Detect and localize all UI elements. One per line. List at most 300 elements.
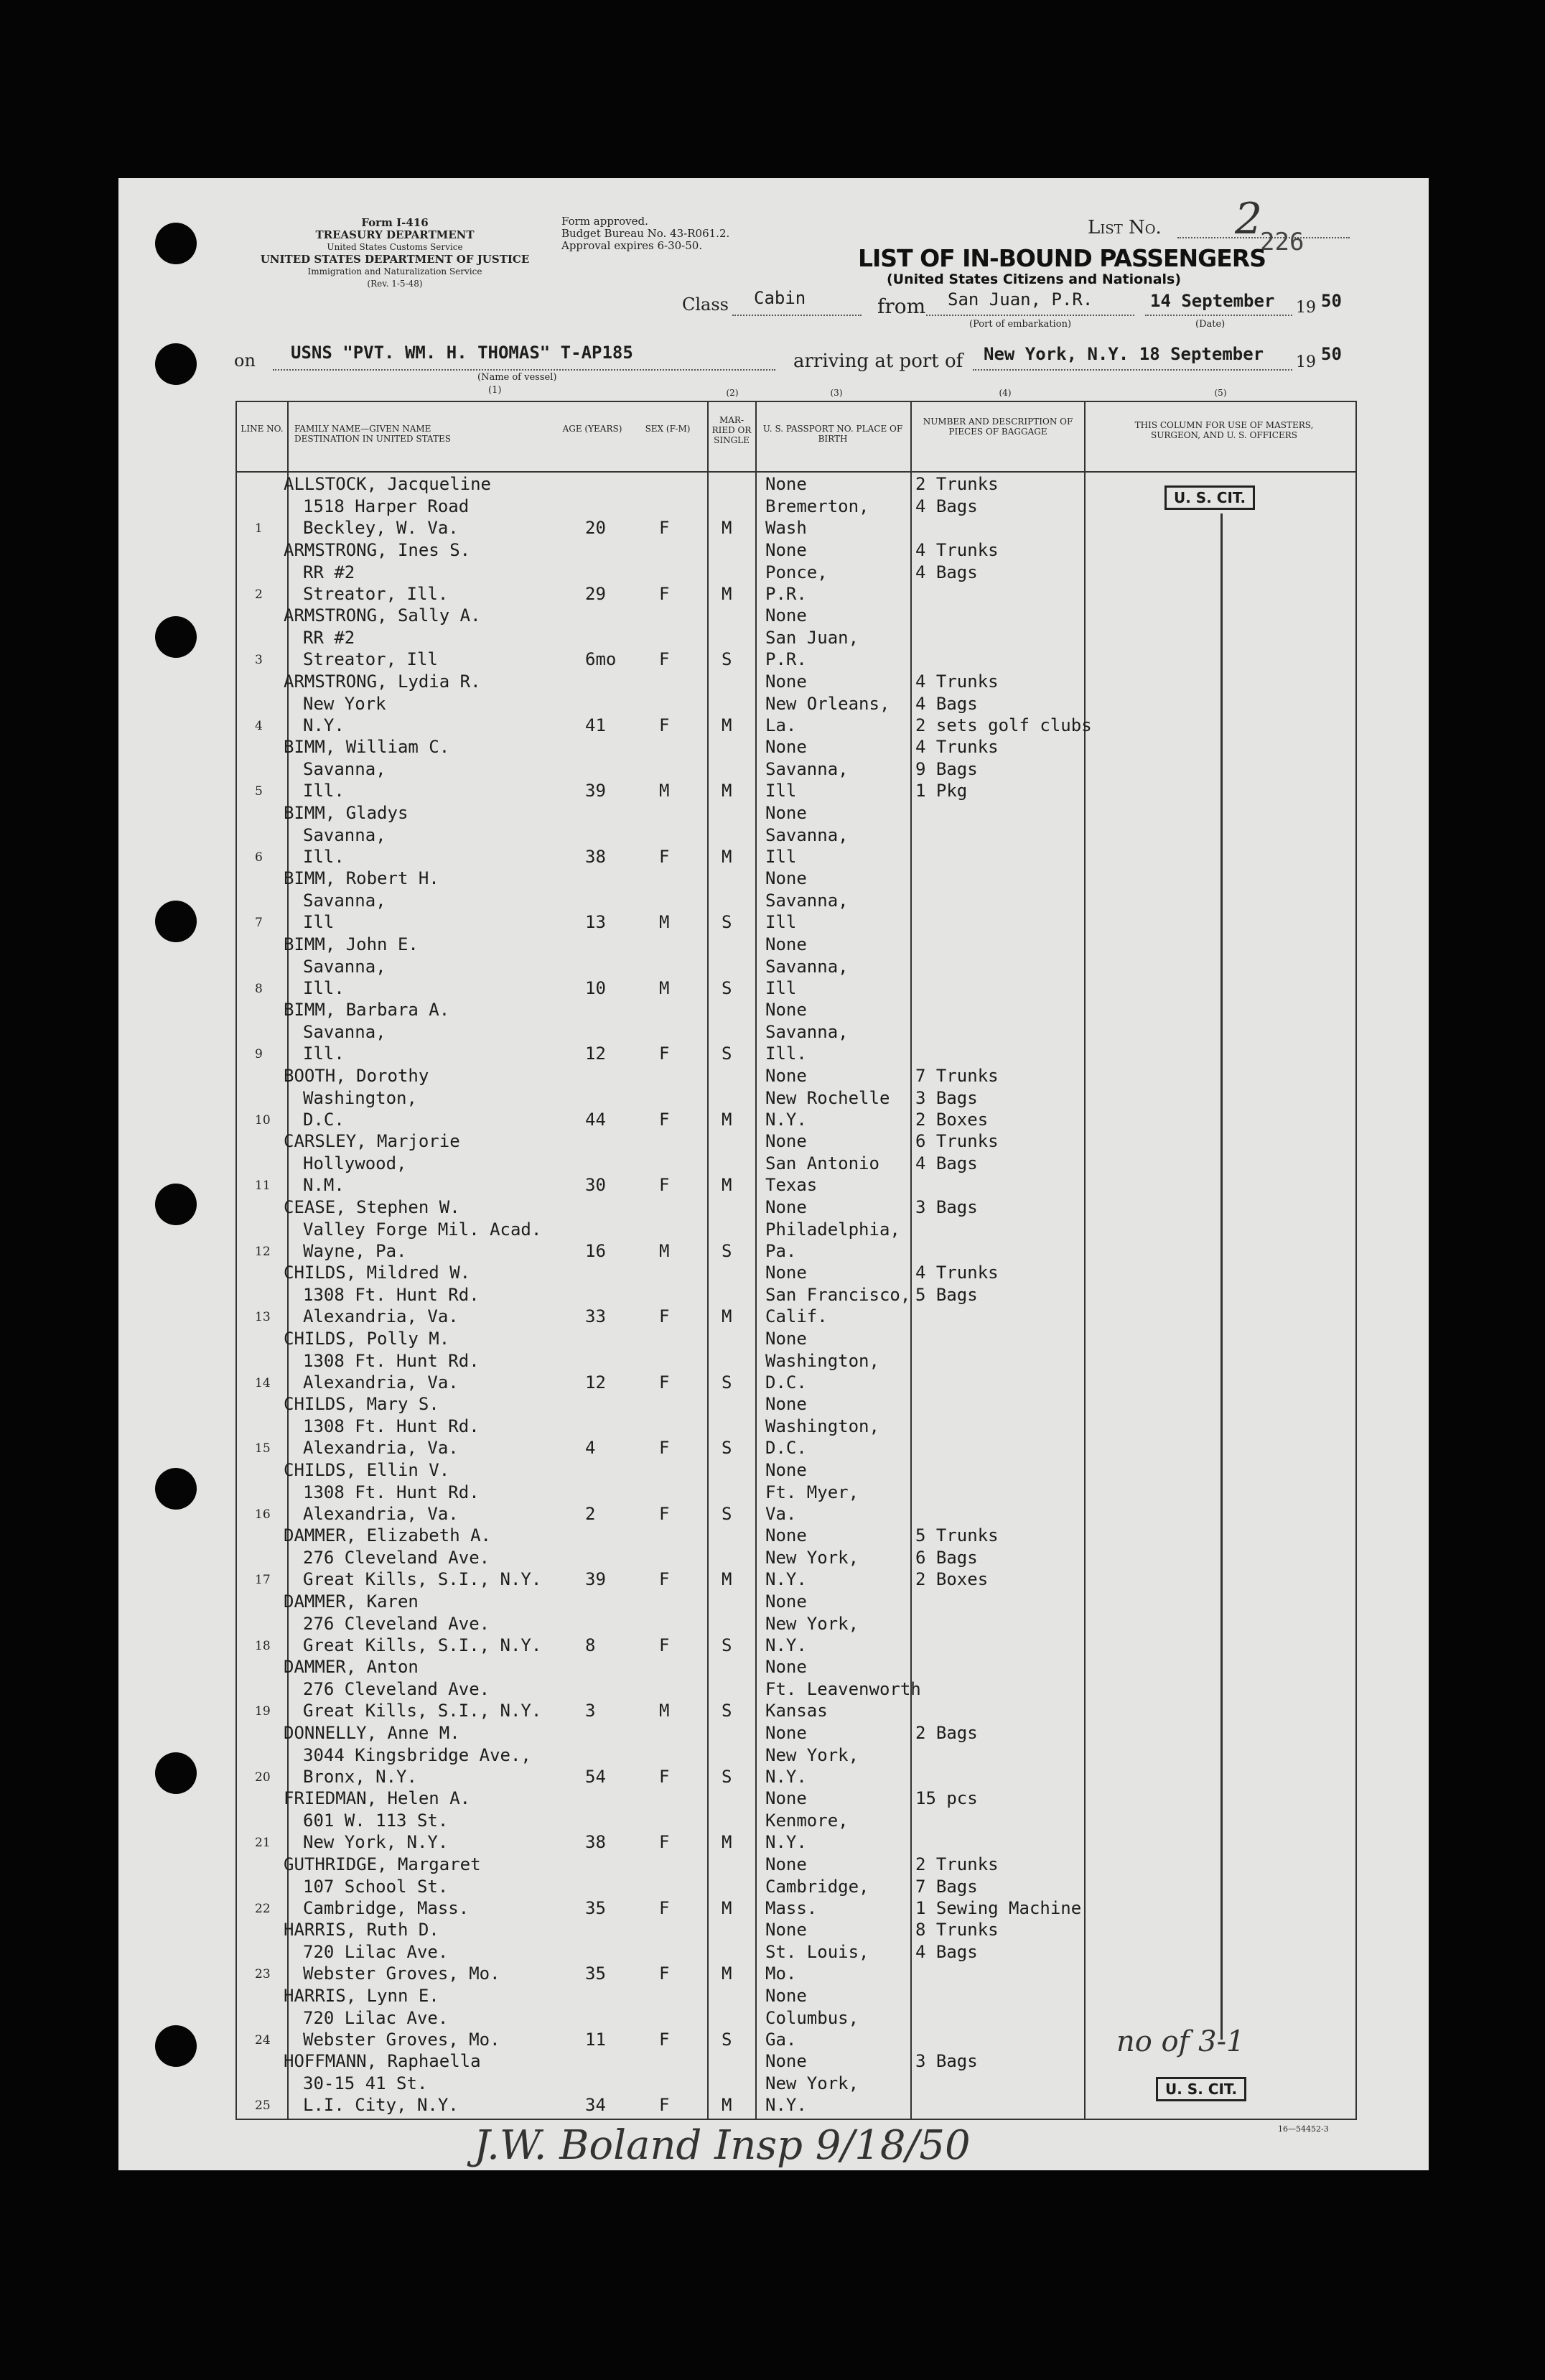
baggage-line: 2 Bags: [915, 1722, 978, 1743]
passport-number: None: [765, 1459, 807, 1480]
passport-number: None: [765, 1591, 807, 1612]
baggage-line: 2 Boxes: [915, 1569, 989, 1589]
passport-number: None: [765, 737, 807, 757]
passenger-address: 3044 Kingsbridge Ave.,: [303, 1744, 531, 1765]
passenger-age: 16: [585, 1240, 606, 1261]
column-divider: [1084, 401, 1086, 2120]
passport-number: None: [765, 2051, 807, 2071]
approval-block: Form approved. Budget Bureau No. 43-R061.2. Approval expires 6-30-50.: [561, 215, 730, 252]
passenger-sex: F: [659, 1766, 670, 1787]
baggage-line: 4 Trunks: [915, 539, 999, 560]
birth-place: New Rochelle: [765, 1087, 890, 1108]
passport-number: None: [765, 1394, 807, 1414]
passenger-name: CEASE, Stephen W.: [284, 1196, 460, 1217]
embark-caption: (Port of embarkation): [969, 319, 1072, 330]
passenger-name: BIMM, Gladys: [284, 802, 409, 823]
binder-hole: [155, 616, 197, 658]
passenger-age: 11: [585, 2029, 606, 2050]
passenger-address: 30-15 41 St.: [303, 2073, 428, 2093]
passenger-destination: Ill: [303, 912, 335, 932]
birth-place-state: D.C.: [765, 1438, 807, 1458]
vessel-value: USNS "PVT. WM. H. THOMAS" T-AP185: [291, 343, 633, 363]
passenger-age: 10: [585, 977, 606, 998]
passenger-sex: F: [659, 1109, 670, 1130]
passenger-marital: M: [722, 846, 732, 867]
baggage-line: 8 Trunks: [915, 1920, 999, 1940]
passenger-sex: F: [659, 649, 670, 669]
date-value: 14 September: [1150, 291, 1275, 311]
passenger-name: ALLSTOCK, Jacqueline: [284, 474, 491, 494]
passenger-address: Hollywood,: [303, 1153, 407, 1173]
passenger-marital: S: [722, 1240, 732, 1261]
baggage-line: 4 Trunks: [915, 671, 999, 692]
binder-hole: [155, 2025, 197, 2067]
col-header-sex: SEX (F-M): [645, 424, 691, 434]
handwritten-annotation: no of 3-1: [1116, 2025, 1245, 2058]
baggage-line: 4 Bags: [915, 693, 978, 714]
col-header-married: MAR-RIED OR SINGLE: [711, 415, 752, 445]
passenger-age: 44: [585, 1109, 606, 1130]
line-number: 14: [255, 1375, 271, 1390]
binder-hole: [155, 1468, 197, 1510]
col-header-passport: U. S. PASSPORT NO. PLACE OF BIRTH: [762, 424, 903, 444]
citizen-bracket-line: [1220, 513, 1223, 2040]
baggage-line: 7 Bags: [915, 1876, 978, 1897]
passenger-destination: Great Kills, S.I., N.Y.: [303, 1569, 542, 1589]
birth-place: Savanna,: [765, 891, 849, 911]
birth-place: Ft. Leavenworth: [765, 1679, 921, 1699]
baggage-line: 15 pcs: [915, 1788, 978, 1808]
binder-hole: [155, 343, 197, 385]
birth-place-state: Kansas: [765, 1701, 828, 1721]
baggage-line: 9 Bags: [915, 759, 978, 779]
passport-number: None: [765, 1920, 807, 1940]
passenger-destination: Alexandria, Va.: [303, 1503, 459, 1524]
col-header-baggage: NUMBER AND DESCRIPTION OF PIECES OF BAGGAGE: [923, 417, 1073, 437]
col-number: (3): [830, 388, 843, 398]
birth-place: Kenmore,: [765, 1810, 849, 1831]
passenger-age: 38: [585, 1832, 606, 1852]
date-caption: (Date): [1195, 319, 1226, 330]
col-number: (5): [1214, 388, 1227, 398]
birth-place: Ft. Myer,: [765, 1482, 859, 1502]
birth-place-state: N.Y.: [765, 1635, 807, 1655]
line-number: 7: [255, 916, 263, 930]
passenger-name: DAMMER, Elizabeth A.: [284, 1525, 491, 1545]
birth-place: San Juan,: [765, 628, 859, 648]
passport-number: None: [765, 1263, 807, 1283]
us-citizen-stamp-top: U. S. CIT.: [1164, 485, 1255, 510]
passenger-address: RR #2: [303, 628, 355, 648]
passenger-address: 601 W. 113 St.: [303, 1810, 449, 1831]
passenger-age: 12: [585, 1372, 606, 1393]
birth-place-state: Mo.: [765, 1963, 797, 1984]
passenger-destination: Webster Groves, Mo.: [303, 2029, 500, 2050]
col-header-line-no: LINE NO.: [241, 424, 284, 434]
birth-place-state: La.: [765, 715, 797, 735]
passenger-name: FRIEDMAN, Helen A.: [284, 1788, 471, 1808]
passenger-age: 20: [585, 518, 606, 538]
passport-number: None: [765, 1131, 807, 1151]
class-line: [732, 315, 862, 316]
line-number: 5: [255, 784, 263, 799]
passenger-marital: M: [722, 1175, 732, 1195]
passenger-sex: F: [659, 1438, 670, 1458]
passenger-sex: F: [659, 1832, 670, 1852]
line-number: 11: [255, 1179, 271, 1193]
passenger-destination: Great Kills, S.I., N.Y.: [303, 1701, 542, 1721]
class-label: Class: [682, 294, 729, 315]
baggage-line: 7 Trunks: [915, 1065, 999, 1086]
passenger-sex: F: [659, 2029, 670, 2050]
birth-place: Ponce,: [765, 562, 828, 582]
baggage-line: 2 sets golf clubs: [915, 715, 1092, 735]
arrival-year-prefix: 19: [1296, 353, 1316, 371]
column-divider: [755, 401, 757, 2120]
baggage-line: 1 Pkg: [915, 781, 968, 801]
birth-place-state: D.C.: [765, 1372, 807, 1393]
passport-number: None: [765, 539, 807, 560]
birth-place: San Antonio: [765, 1153, 879, 1173]
passenger-address: Savanna,: [303, 824, 386, 845]
birth-place-state: N.Y.: [765, 1766, 807, 1787]
passport-number: None: [765, 868, 807, 888]
passenger-marital: S: [722, 1372, 732, 1393]
passport-number: None: [765, 1196, 807, 1217]
passenger-name: CHILDS, Ellin V.: [284, 1459, 450, 1480]
table-right-border: [1355, 401, 1357, 2120]
passenger-marital: M: [722, 2095, 732, 2115]
birth-place: Cambridge,: [765, 1876, 869, 1897]
passenger-destination: Beckley, W. Va.: [303, 518, 459, 538]
col-header-name: FAMILY NAME—GIVEN NAME DESTINATION IN UNITED STATES: [294, 424, 451, 444]
birth-place: St. Louis,: [765, 1942, 869, 1962]
baggage-line: 3 Bags: [915, 2051, 978, 2071]
passenger-name: BOOTH, Dorothy: [284, 1065, 429, 1086]
passenger-destination: Alexandria, Va.: [303, 1372, 459, 1393]
baggage-line: 4 Bags: [915, 562, 978, 582]
passenger-age: 30: [585, 1175, 606, 1195]
passenger-age: 2: [585, 1503, 596, 1524]
col-number: (4): [999, 388, 1012, 398]
passenger-name: BIMM, William C.: [284, 737, 450, 757]
birth-place: New York,: [765, 1548, 859, 1568]
birth-place: Savanna,: [765, 824, 849, 845]
line-number: 21: [255, 1836, 271, 1850]
passenger-address: Savanna,: [303, 891, 386, 911]
line-number: 8: [255, 981, 263, 996]
passenger-address: Savanna,: [303, 759, 386, 779]
baggage-line: 1 Sewing Machine: [915, 1897, 1082, 1918]
passport-number: None: [765, 605, 807, 626]
passenger-age: 39: [585, 1569, 606, 1589]
passenger-name: HARRIS, Ruth D.: [284, 1920, 439, 1940]
passenger-name: CHILDS, Mildred W.: [284, 1263, 471, 1283]
passport-number: None: [765, 474, 807, 494]
line-number: 19: [255, 1704, 271, 1719]
passenger-address: 107 School St.: [303, 1876, 449, 1897]
passenger-sex: F: [659, 1043, 670, 1064]
passenger-destination: Ill.: [303, 1043, 345, 1064]
birth-place-state: N.Y.: [765, 1832, 807, 1852]
line-number: 4: [255, 718, 263, 733]
birth-place-state: Va.: [765, 1503, 797, 1524]
passenger-sex: F: [659, 1503, 670, 1524]
birth-place: Savanna,: [765, 759, 849, 779]
passenger-address: RR #2: [303, 562, 355, 582]
passenger-age: 12: [585, 1043, 606, 1064]
passenger-name: GUTHRIDGE, Margaret: [284, 1854, 481, 1874]
passenger-marital: M: [722, 781, 732, 801]
birth-place: Savanna,: [765, 956, 849, 977]
passenger-age: 4: [585, 1438, 596, 1458]
passenger-name: DAMMER, Karen: [284, 1591, 419, 1612]
passenger-age: 34: [585, 2095, 606, 2115]
vessel-colnum: (1): [488, 385, 502, 396]
birth-place-state: Mass.: [765, 1897, 818, 1918]
birth-place-state: Ill: [765, 846, 797, 867]
birth-place: Washington,: [765, 1350, 879, 1371]
arriving-label: arriving at port of: [793, 350, 963, 372]
passport-number: None: [765, 1788, 807, 1808]
birth-place: San Francisco,: [765, 1285, 911, 1305]
passenger-destination: Alexandria, Va.: [303, 1438, 459, 1458]
passenger-address: 276 Cleveland Ave.: [303, 1679, 490, 1699]
passenger-age: 3: [585, 1701, 596, 1721]
passenger-name: DONNELLY, Anne M.: [284, 1722, 460, 1743]
binder-hole: [155, 1752, 197, 1794]
line-number: 10: [255, 1112, 271, 1128]
passenger-name: DAMMER, Anton: [284, 1657, 419, 1677]
baggage-line: 6 Trunks: [915, 1131, 999, 1151]
passenger-destination: Ill.: [303, 781, 345, 801]
birth-place: New York,: [765, 1613, 859, 1634]
baggage-line: 4 Bags: [915, 496, 978, 516]
line-number: 2: [255, 587, 263, 602]
passenger-destination: Alexandria, Va.: [303, 1306, 459, 1326]
baggage-line: 2 Boxes: [915, 1109, 989, 1130]
birth-place-state: N.Y.: [765, 1109, 807, 1130]
baggage-line: 5 Bags: [915, 1285, 978, 1305]
passenger-sex: F: [659, 1175, 670, 1195]
passenger-age: 39: [585, 781, 606, 801]
passenger-marital: S: [722, 1043, 732, 1064]
passenger-address: New York: [303, 693, 386, 714]
passenger-age: 13: [585, 912, 606, 932]
passenger-age: 29: [585, 583, 606, 604]
passenger-destination: New York, N.Y.: [303, 1832, 449, 1852]
passenger-marital: M: [722, 583, 732, 604]
baggage-line: 4 Bags: [915, 1942, 978, 1962]
arrival-year-suffix: 50: [1321, 344, 1342, 364]
col-number: (2): [726, 388, 739, 398]
table-header-border: [235, 471, 1355, 473]
birth-place: New Orleans,: [765, 693, 890, 714]
passenger-name: ARMSTRONG, Lydia R.: [284, 671, 481, 692]
us-citizen-stamp-bottom: U. S. CIT.: [1156, 2077, 1246, 2101]
arrival-line: [973, 369, 1292, 371]
passenger-marital: S: [722, 1701, 732, 1721]
birth-place: New York,: [765, 1744, 859, 1765]
arrival-value: New York, N.Y. 18 September: [984, 344, 1264, 364]
passenger-sex: F: [659, 2095, 670, 2115]
passenger-address: 276 Cleveland Ave.: [303, 1548, 490, 1568]
passenger-marital: M: [722, 518, 732, 538]
line-number: 12: [255, 1244, 271, 1259]
passenger-address: Valley Forge Mil. Acad.: [303, 1219, 542, 1240]
passenger-name: ARMSTRONG, Sally A.: [284, 605, 481, 626]
passenger-destination: Webster Groves, Mo.: [303, 1963, 500, 1984]
passenger-destination: Great Kills, S.I., N.Y.: [303, 1635, 542, 1655]
passenger-sex: M: [659, 1701, 670, 1721]
passenger-age: 8: [585, 1635, 596, 1655]
from-line: [926, 315, 1134, 316]
passenger-marital: S: [722, 1503, 732, 1524]
birth-place-state: Calif.: [765, 1306, 828, 1326]
line-number: 23: [255, 1967, 271, 1981]
birth-place: Philadelphia,: [765, 1219, 900, 1240]
date-year-prefix: 19: [1296, 299, 1316, 317]
vessel-line: [273, 369, 775, 371]
birth-place-state: Texas: [765, 1175, 818, 1195]
line-number: 15: [255, 1441, 271, 1456]
line-number: 24: [255, 2032, 271, 2047]
passenger-destination: D.C.: [303, 1109, 345, 1130]
birth-place-state: Ga.: [765, 2029, 797, 2050]
passenger-sex: F: [659, 1897, 670, 1918]
line-number: 6: [255, 850, 263, 865]
birth-place-state: Ill: [765, 977, 797, 998]
col-header-age: AGE (YEARS): [562, 424, 622, 434]
birth-place-state: P.R.: [765, 583, 807, 604]
passenger-age: 35: [585, 1897, 606, 1918]
passenger-marital: M: [722, 1109, 732, 1130]
passenger-destination: Streator, Ill: [303, 649, 438, 669]
class-value: Cabin: [754, 288, 806, 308]
binder-hole: [155, 223, 197, 264]
passenger-age: 35: [585, 1963, 606, 1984]
passenger-name: BIMM, Barbara A.: [284, 1000, 450, 1020]
passenger-marital: S: [722, 649, 732, 669]
from-value: San Juan, P.R.: [948, 289, 1093, 310]
birth-place-state: P.R.: [765, 649, 807, 669]
passport-number: None: [765, 1985, 807, 2006]
passport-number: None: [765, 1328, 807, 1349]
birth-place: New York,: [765, 2073, 859, 2093]
passenger-destination: L.I. City, N.Y.: [303, 2095, 459, 2115]
list-no-label: List No.: [1088, 217, 1162, 238]
passenger-age: 6mo: [585, 649, 617, 669]
passenger-address: 276 Cleveland Ave.: [303, 1613, 490, 1634]
baggage-line: 2 Trunks: [915, 474, 999, 494]
passenger-age: 33: [585, 1306, 606, 1326]
passenger-address: 1308 Ft. Hunt Rd.: [303, 1416, 480, 1436]
passport-number: None: [765, 1000, 807, 1020]
passenger-destination: Wayne, Pa.: [303, 1240, 407, 1261]
table-bottom-border: [235, 2119, 1355, 2120]
baggage-line: 6 Bags: [915, 1548, 978, 1568]
from-label: from: [877, 294, 926, 318]
passenger-marital: M: [722, 1306, 732, 1326]
passenger-address: 1518 Harper Road: [303, 496, 470, 516]
passenger-sex: M: [659, 1240, 670, 1261]
passenger-name: BIMM, John E.: [284, 934, 419, 954]
passenger-name: BIMM, Robert H.: [284, 868, 439, 888]
passenger-name: CARSLEY, Marjorie: [284, 1131, 460, 1151]
passenger-marital: M: [722, 715, 732, 735]
passenger-address: 1308 Ft. Hunt Rd.: [303, 1350, 480, 1371]
column-divider: [707, 401, 709, 2120]
passenger-address: Washington,: [303, 1087, 417, 1108]
date-line: [1145, 315, 1292, 316]
passenger-marital: S: [722, 1635, 732, 1655]
line-number: 25: [255, 2098, 271, 2113]
passenger-destination: Bronx, N.Y.: [303, 1766, 417, 1787]
line-number: 13: [255, 1310, 271, 1324]
page-title: LIST OF IN-BOUND PASSENGERS: [858, 244, 1266, 272]
baggage-line: 4 Trunks: [915, 737, 999, 757]
baggage-line: 4 Trunks: [915, 1263, 999, 1283]
birth-place-state: N.Y.: [765, 1569, 807, 1589]
passenger-sex: F: [659, 846, 670, 867]
line-number: 3: [255, 653, 263, 667]
page-number: 226: [1260, 228, 1304, 256]
binder-hole: [155, 1184, 197, 1225]
passenger-name: CHILDS, Mary S.: [284, 1394, 439, 1414]
passenger-marital: M: [722, 1832, 732, 1852]
birth-place-state: Ill: [765, 781, 797, 801]
date-year-suffix: 50: [1321, 291, 1342, 311]
passenger-sex: F: [659, 1306, 670, 1326]
passport-number: None: [765, 1657, 807, 1677]
binder-hole: [155, 901, 197, 942]
passenger-sex: M: [659, 912, 670, 932]
table-left-border: [235, 401, 237, 2120]
line-number: 20: [255, 1770, 271, 1785]
passport-number: None: [765, 1065, 807, 1086]
passenger-marital: M: [722, 1897, 732, 1918]
passenger-sex: F: [659, 583, 670, 604]
passenger-age: 54: [585, 1766, 606, 1787]
birth-place: Washington,: [765, 1416, 879, 1436]
line-number: 9: [255, 1047, 263, 1061]
baggage-line: 3 Bags: [915, 1196, 978, 1217]
passport-number: None: [765, 934, 807, 954]
birth-place-state: Pa.: [765, 1240, 797, 1261]
passenger-sex: F: [659, 1569, 670, 1589]
passenger-name: CHILDS, Polly M.: [284, 1328, 450, 1349]
passenger-marital: S: [722, 2029, 732, 2050]
birth-place-state: Ill.: [765, 1043, 807, 1064]
baggage-line: 5 Trunks: [915, 1525, 999, 1545]
passenger-age: 38: [585, 846, 606, 867]
passenger-marital: M: [722, 1963, 732, 1984]
passenger-address: Savanna,: [303, 1022, 386, 1042]
passenger-marital: S: [722, 977, 732, 998]
page-subtitle: (United States Citizens and Nationals): [887, 271, 1182, 287]
passport-number: None: [765, 671, 807, 692]
birth-place-state: N.Y.: [765, 2095, 807, 2115]
birth-place: Bremerton,: [765, 496, 869, 516]
passport-number: None: [765, 1854, 807, 1874]
passenger-destination: Streator, Ill.: [303, 583, 449, 604]
col-header-officers: THIS COLUMN FOR USE OF MASTERS, SURGEON, AND U. S. OFFICERS: [1134, 420, 1314, 440]
line-number: 1: [255, 521, 263, 536]
on-label: on: [234, 350, 256, 371]
passenger-name: HOFFMANN, Raphaella: [284, 2051, 481, 2071]
passenger-sex: F: [659, 1372, 670, 1393]
table-top-border: [235, 401, 1355, 402]
